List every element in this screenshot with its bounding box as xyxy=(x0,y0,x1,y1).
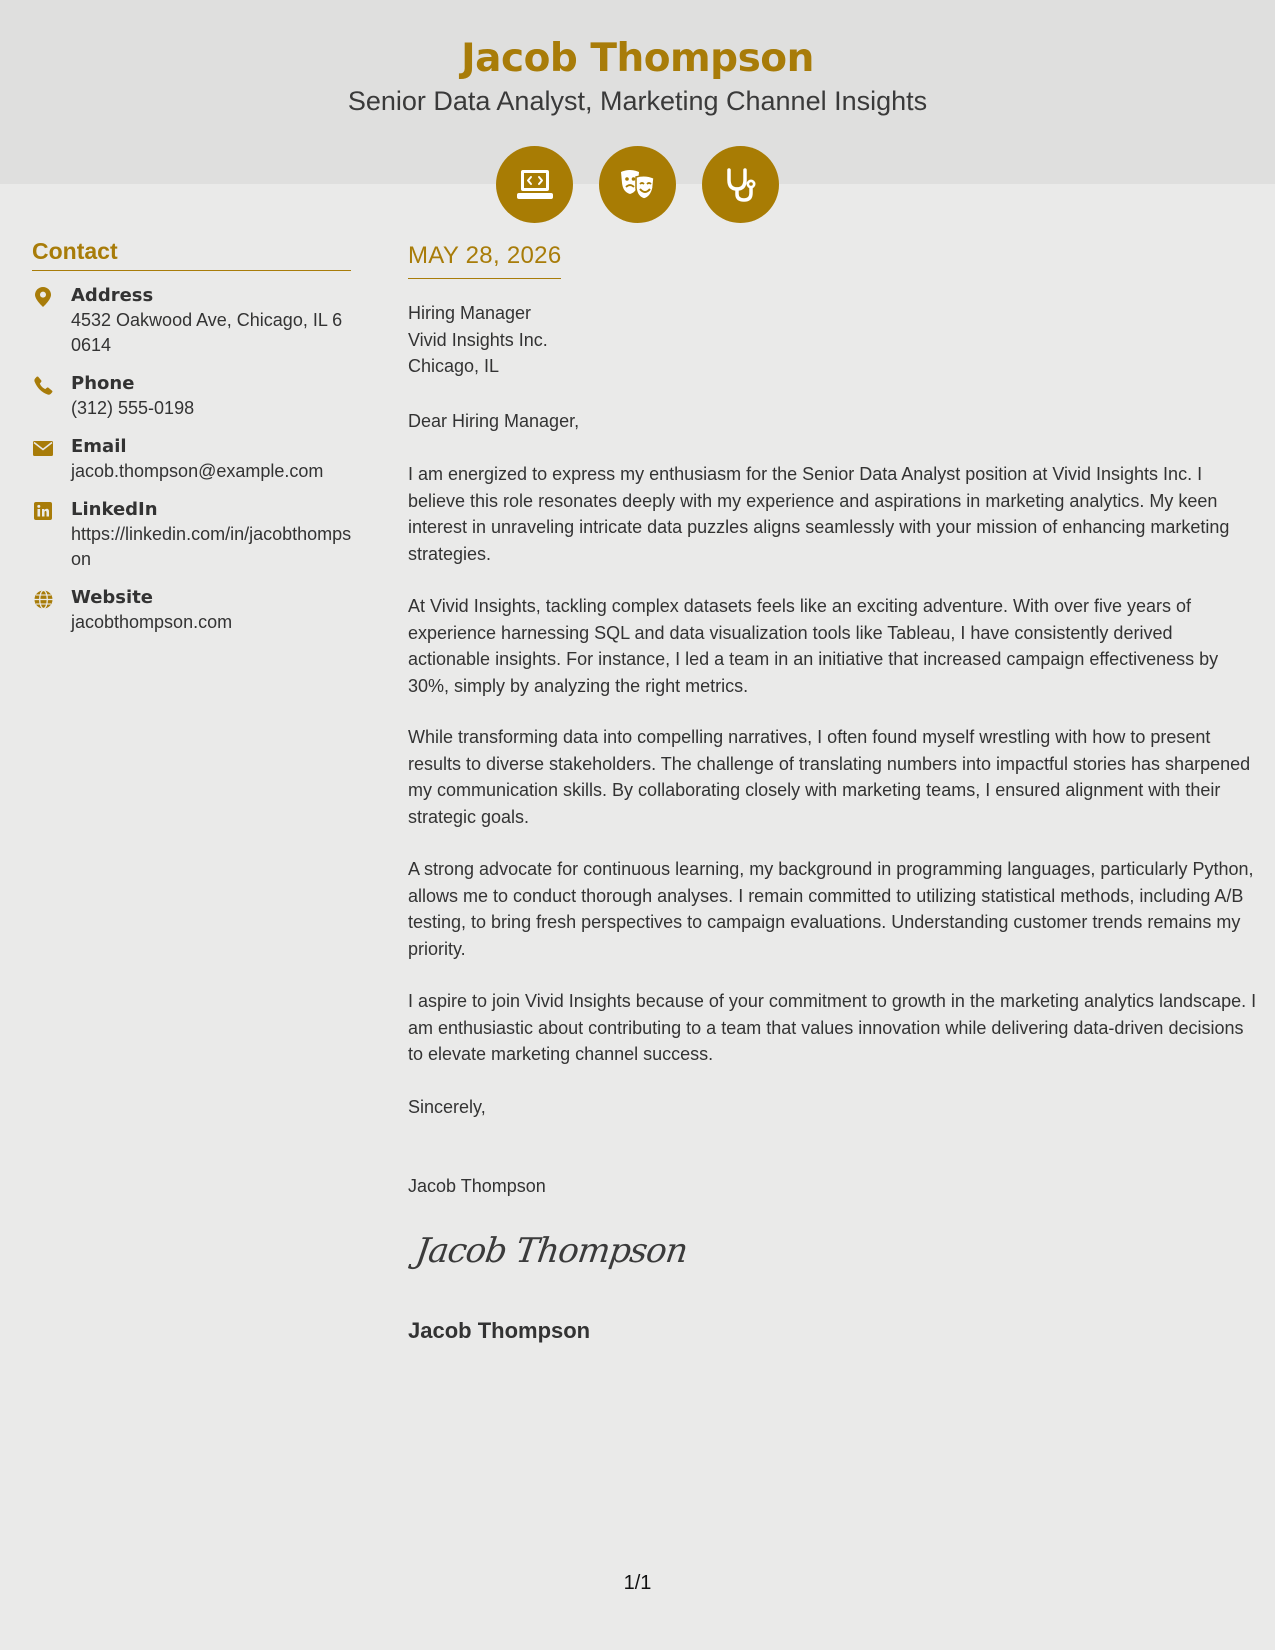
letter-paragraph: While transforming data into compelling narratives, I often found myself wrestling with how to present results to diverse stakeholders. The challenge of translating numbers into impactful stories has sharpened my communication skills. By collaborating closely with marketing teams, I ensured alignment with their strategic goals. xyxy=(408,727,1251,827)
contact-linkedin xyxy=(32,498,352,572)
recipient-line: Hiring Manager xyxy=(408,303,532,323)
letter-paragraph: A strong advocate for continuous learning, my background in programming languages, particularly Python, allows me to conduct thorough analyses. I remain committed to utilizing statistical methods, including A/B testing, to bring fresh perspectives to campaign evaluations. Understanding customer trends remains my priority. xyxy=(408,859,1254,959)
signature-name: Jacob Thompson xyxy=(408,1318,591,1343)
closing: Sincerely, xyxy=(408,1097,486,1117)
contact-heading: Contact xyxy=(32,238,351,271)
contact-label: Website xyxy=(71,587,154,608)
job-title: Senior Data Analyst, Marketing Channel Insights xyxy=(347,86,928,116)
recipient-line: Chicago, IL xyxy=(408,356,500,376)
envelope-icon xyxy=(32,437,54,459)
contact-phone xyxy=(32,372,352,421)
contact-label: Address xyxy=(71,285,154,306)
phone-icon xyxy=(32,374,54,396)
stethoscope-icon xyxy=(702,146,779,223)
applicant-name: Jacob Thompson xyxy=(461,36,814,81)
contact-address xyxy=(32,284,352,358)
contact-label: Phone xyxy=(71,373,135,394)
letter-date: MAY 28, 2026 xyxy=(408,242,561,279)
map-marker-icon xyxy=(32,286,54,308)
page-number: 1/1 xyxy=(623,1572,652,1594)
letter-paragraph: I aspire to join Vivid Insights because of your commitment to growth in the marketing analytics landscape. I am enthusiastic about contributing to a team that values innovation while delivering data-driven decisions to elevate marketing channel success. xyxy=(408,991,1257,1064)
contact-value: jacob.thompson@example.com xyxy=(71,461,324,481)
handwritten-signature: Jacob Thompson xyxy=(413,1231,690,1271)
linkedin-link[interactable]: https://linkedin.com/in/jacobthompson xyxy=(71,524,352,569)
contact-value: (312) 555-0198 xyxy=(71,398,195,418)
salutation: Dear Hiring Manager, xyxy=(408,411,580,431)
website-link[interactable]: jacobthompson.com xyxy=(71,612,233,632)
signoff-name: Jacob Thompson xyxy=(408,1176,546,1196)
contact-email xyxy=(32,435,352,484)
contact-label: LinkedIn xyxy=(71,499,158,520)
laptop-code-icon xyxy=(496,146,573,223)
letter-paragraph: At Vivid Insights, tackling complex datasets feels like an exciting adventure. With over five years of experience harnessing SQL and data visualization tools like Tableau, I have consistently derived actionable insights. For instance, I led a team in an initiative that increased campaign effectiveness by 30%, simply by analyzing the right metrics. xyxy=(408,596,1219,696)
recipient-block xyxy=(408,300,548,380)
letter-paragraph: I am energized to express my enthusiasm for the Senior Data Analyst position at Vivid Insights Inc. I believe this role resonates deeply with my experience and aspirations in marketing analytics. My keen interest in unraveling intricate data puzzles aligns seamlessly with your mission of enhancing marketing strategies. xyxy=(408,464,1230,564)
contact-label: Email xyxy=(71,436,127,457)
contact-website xyxy=(32,586,352,635)
recipient-line: Vivid Insights Inc. xyxy=(408,329,548,350)
theater-masks-icon xyxy=(599,146,676,223)
linkedin-icon xyxy=(32,500,54,522)
contact-value: 4532 Oakwood Ave, Chicago, IL 60614 xyxy=(71,310,343,355)
globe-icon xyxy=(32,588,54,610)
